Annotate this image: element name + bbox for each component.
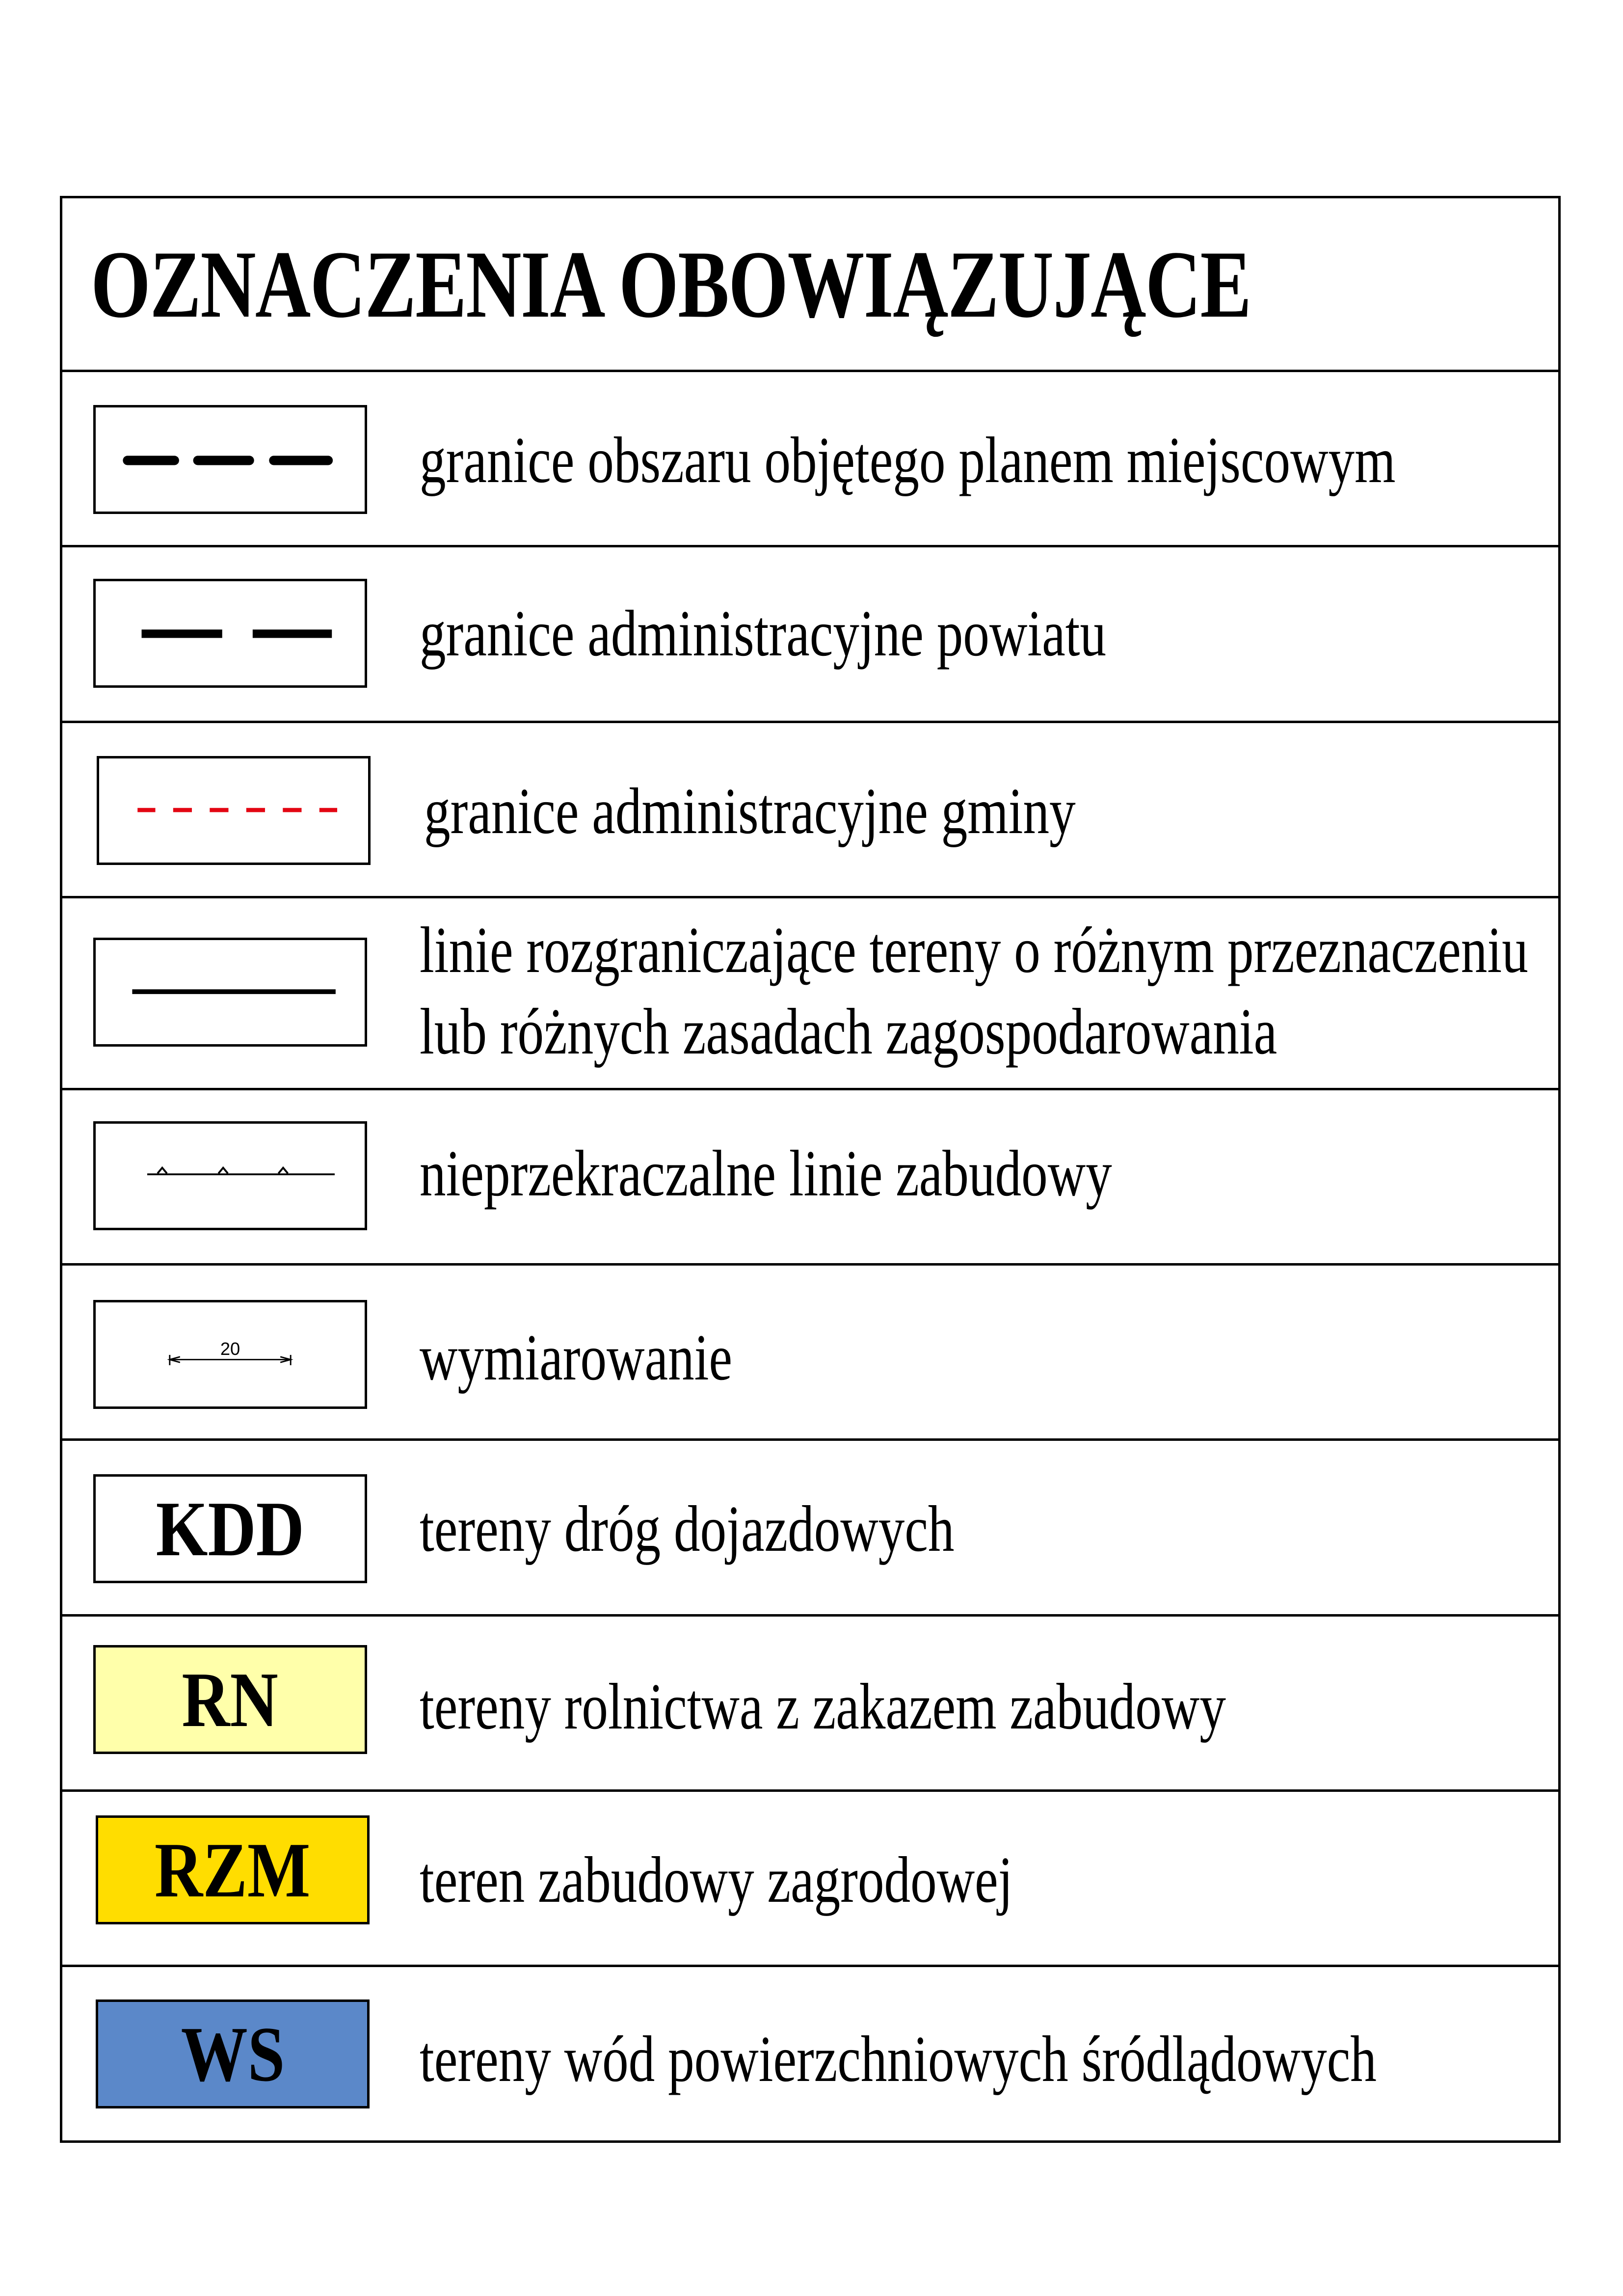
dimension-line-icon (96, 1302, 365, 1406)
legend-row-dimensioning (62, 1266, 1558, 1441)
legend-row-plan-boundary (62, 372, 1558, 547)
legend-row-building-lines (62, 1090, 1558, 1266)
legend-title-row (62, 198, 1558, 372)
legend-label: tereny rolnictwa z zakazem zabudowy (420, 1670, 1226, 1743)
thick-dashed-line-icon (96, 407, 365, 512)
rn-swatch (93, 1645, 367, 1754)
legend-label: granice obszaru objętego planem miejscowym (420, 424, 1396, 496)
long-dashed-line-symbol (93, 579, 367, 688)
red-dashed-line-symbol (97, 756, 371, 865)
legend-label-line-2: lub różnych zasadach zagospodarowania (420, 995, 1277, 1068)
legend-label-line-1: linie rozgraniczające tereny o różnym przeznaczeniu (420, 914, 1528, 986)
legend-table (60, 196, 1561, 2143)
dimension-value: 20 (220, 1338, 240, 1359)
long-dashed-line-icon (96, 581, 365, 685)
solid-line-icon (96, 940, 365, 1044)
land-use-code: WS (181, 2010, 285, 2098)
land-use-code: KDD (156, 1485, 305, 1572)
solid-line-symbol (93, 938, 367, 1047)
dimension-line-symbol (93, 1300, 367, 1409)
legend-label: wymiarowanie (420, 1321, 733, 1394)
legend-row-county-boundary (62, 547, 1558, 723)
red-dashed-line-icon (99, 758, 368, 863)
rzm-swatch (96, 1815, 370, 1924)
legend-label: tereny wód powierzchniowych śródlądowych (420, 2023, 1377, 2095)
building-line-symbol (93, 1121, 367, 1230)
legend-row-demarcation-lines (62, 898, 1558, 1090)
ws-swatch (96, 1999, 370, 2108)
legend-row-kdd (62, 1441, 1558, 1617)
land-use-code: RZM (155, 1826, 311, 1914)
legend-row-commune-boundary (62, 723, 1558, 898)
legend-row-ws (62, 1967, 1558, 2143)
legend-label: nieprzekraczalne linie zabudowy (420, 1137, 1112, 1210)
legend-label: granice administracyjne powiatu (420, 597, 1107, 670)
legend-row-rzm (62, 1792, 1558, 1967)
legend-label: teren zabudowy zagrodowej (420, 1843, 1013, 1916)
legend-label: tereny dróg dojazdowych (420, 1492, 955, 1565)
building-line-icon (96, 1124, 365, 1228)
thick-dashed-line-symbol (93, 405, 367, 514)
kdd-swatch (93, 1474, 367, 1583)
legend-row-rn (62, 1617, 1558, 1792)
legend-label: granice administracyjne gminy (424, 775, 1076, 847)
legend-title: OZNACZENIA OBOWIĄZUJĄCE (91, 231, 1251, 338)
land-use-code: RN (182, 1655, 279, 1743)
